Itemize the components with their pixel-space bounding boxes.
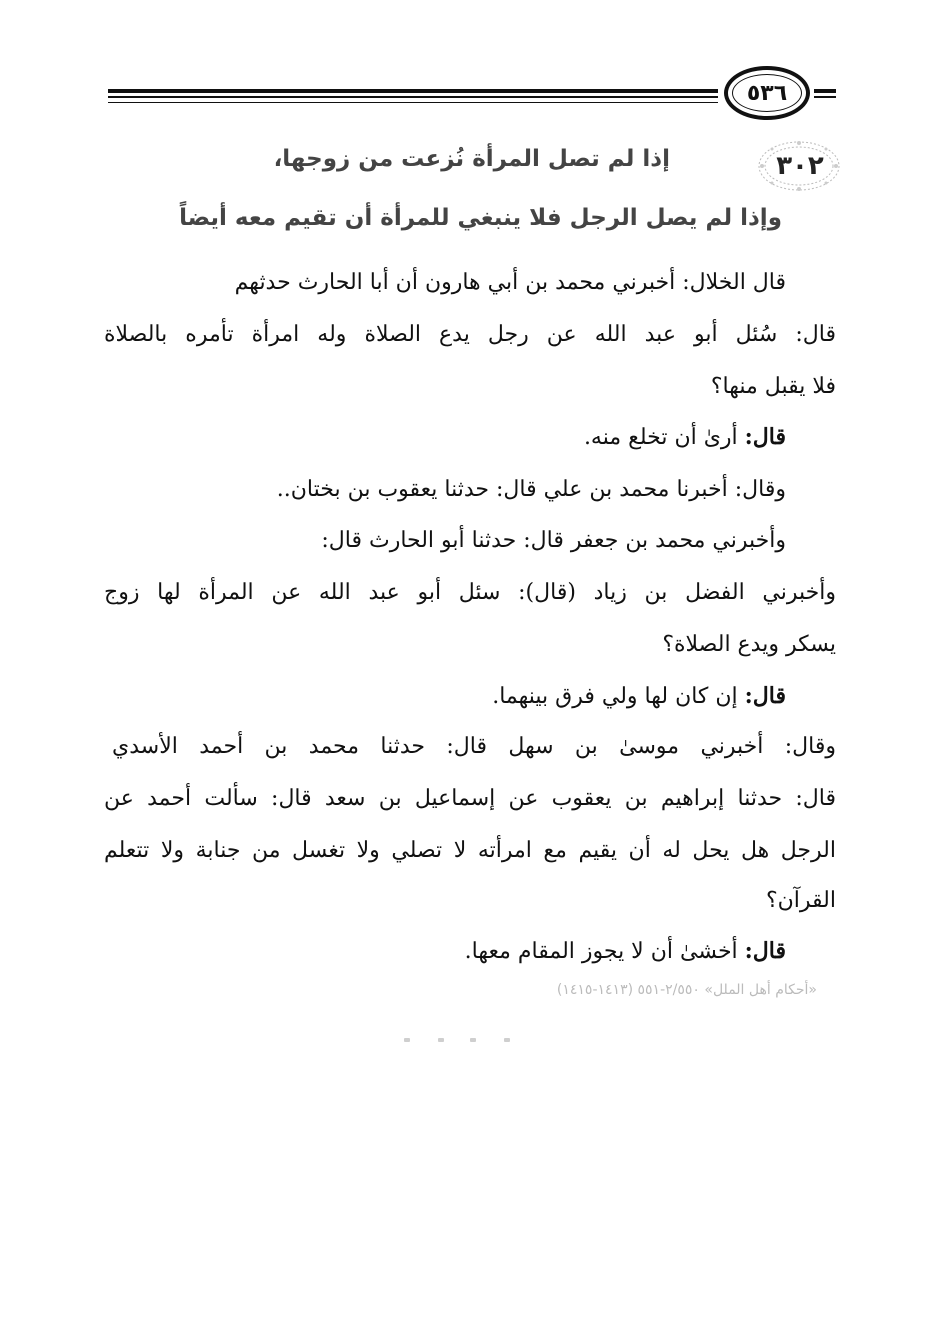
answer-3-text: أخشىٰ أن لا يجوز المقام معها. bbox=[464, 939, 738, 964]
header-rule-tail-thin bbox=[814, 96, 836, 98]
section-number: ٣٠٢ bbox=[776, 151, 824, 181]
answer-3-lead: قال: bbox=[744, 938, 786, 964]
body-line-2: قال: سُئل أبو عبد الله عن رجل يدع الصلاة وله امرأة تأمره بالصلاة bbox=[104, 322, 836, 347]
header-rule-thick bbox=[108, 89, 718, 93]
answer-2-text: إن كان لها ولي فرق بينهما. bbox=[492, 684, 738, 709]
page-number bbox=[724, 66, 810, 120]
scan-mark bbox=[470, 1038, 476, 1042]
body-line-7: وأخبرني الفضل بن زياد (قال): سئل أبو عبد الله عن المرأة لها زوج bbox=[104, 580, 836, 605]
answer-1-lead: قال: bbox=[744, 424, 786, 450]
header-rule-medium bbox=[108, 96, 718, 98]
source-reference: «أحكام أهل الملل» ٢/٥٥٠-٥٥١ (١٤١٣-١٤١٥) bbox=[556, 982, 817, 998]
body-line-8: يسكر ويدع الصلاة؟ bbox=[662, 632, 836, 657]
section-title-line-1: إذا لم تصل المرأة نُزعت من زوجها، bbox=[273, 146, 670, 172]
answer-2-lead: قال: bbox=[744, 683, 786, 709]
header-rule-tail-thick bbox=[814, 89, 836, 93]
body-line-5: وقال: أخبرنا محمد بن علي قال: حدثنا يعقوب بن بختان.. bbox=[276, 477, 786, 502]
body-line-12: الرجل هل يحل له أن يقيم مع امرأته لا تصلي ولا تغسل من جنابة ولا تتعلم bbox=[104, 838, 836, 863]
body-line-6: وأخبرني محمد بن جعفر قال: حدثنا أبو الحارث قال: bbox=[321, 528, 786, 553]
body-line-3: فلا يقبل منها؟ bbox=[710, 374, 836, 399]
answer-1 bbox=[584, 424, 786, 450]
answer-1-text: أرىٰ أن تخلع منه. bbox=[583, 425, 738, 450]
answer-3 bbox=[465, 938, 786, 964]
body-line-10: وقال: أخبرني موسىٰ بن سهل قال: حدثنا محمد بن أحمد الأسدي bbox=[112, 734, 836, 759]
scan-mark bbox=[438, 1038, 444, 1042]
scan-mark bbox=[404, 1038, 410, 1042]
scan-mark bbox=[504, 1038, 510, 1042]
answer-2 bbox=[492, 683, 786, 709]
body-line-1: قال الخلال: أخبرني محمد بن أبي هارون أن أبا الحارث حدثهم bbox=[234, 270, 786, 295]
header-rule-thin bbox=[108, 102, 718, 103]
body-line-11: قال: حدثنا إبراهيم بن يعقوب عن إسماعيل بن سعد قال: سألت أحمد عن bbox=[104, 786, 836, 811]
page-number-text: ٥٣٦ bbox=[746, 80, 788, 106]
section-title-line-2: وإذا لم يصل الرجل فلا ينبغي للمرأة أن تقيم معه أيضاً bbox=[179, 205, 782, 231]
scan-marks bbox=[404, 1034, 514, 1046]
body-line-13: القرآن؟ bbox=[765, 888, 836, 913]
